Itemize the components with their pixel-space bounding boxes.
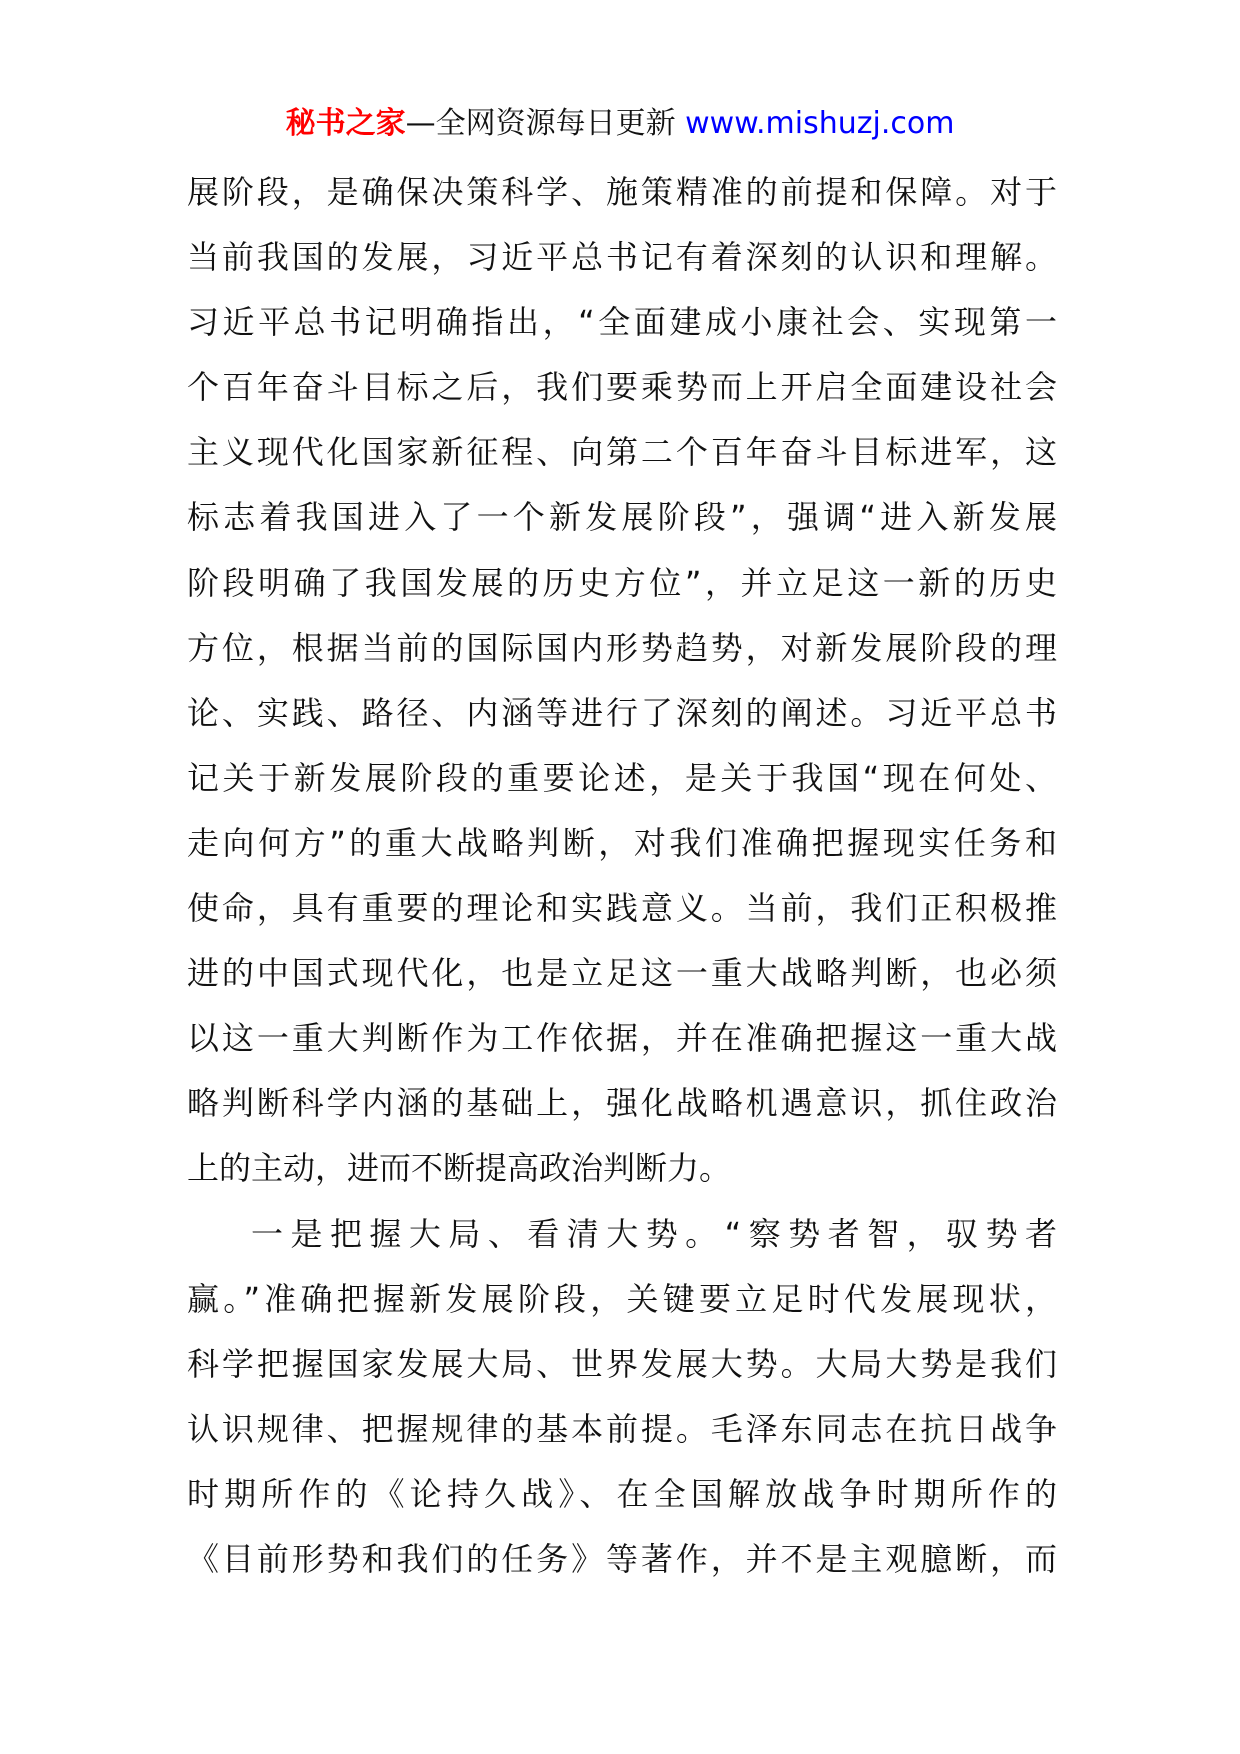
text-line: 当前我国的发展，习近平总书记有着深刻的认识和理解。 — [187, 238, 1057, 277]
text-line: 使命，具有重要的理论和实践意义。当前，我们正积极推 — [187, 889, 1057, 928]
text-line: 以这一重大判断作为工作依据，并在准确把握这一重大战 — [187, 1019, 1057, 1058]
text-line: 科学把握国家发展大局、世界发展大势。大局大势是我们 — [187, 1344, 1057, 1383]
text-line: 认识规律、把握规律的基本前提。毛泽东同志在抗日战争 — [187, 1409, 1057, 1448]
text-line: 论、实践、路径、内涵等进行了深刻的阐述。习近平总书 — [187, 693, 1057, 732]
text-line: 展阶段，是确保决策科学、施策精准的前提和保障。对于 — [187, 173, 1057, 211]
text-line: 《目前形势和我们的任务》等著作，并不是主观臆断，而 — [187, 1539, 1057, 1578]
text-line: 上的主动，进而不断提高政治判断力。 — [187, 1149, 732, 1188]
paragraph — [187, 160, 1057, 1202]
text-line: 赢。”准确把握新发展阶段，关键要立足时代发展现状， — [187, 1279, 1057, 1318]
text-line: 记关于新发展阶段的重要论述，是关于我国“现在何处、 — [187, 758, 1057, 797]
text-line: 习近平总书记明确指出，“全面建成小康社会、实现第一 — [187, 303, 1057, 342]
text-line: 走向何方”的重大战略判断，对我们准确把握现实任务和 — [187, 823, 1057, 862]
text-line: 方位，根据当前的国际国内形势趋势，对新发展阶段的理 — [187, 628, 1057, 667]
text-line: 阶段明确了我国发展的历史方位”，并立足这一新的历史 — [187, 563, 1057, 602]
text-line: 一是把握大局、看清大势。“察势者智，驭势者 — [251, 1214, 1057, 1253]
paragraph — [187, 1202, 1057, 1593]
site-url-link[interactable]: www.mishuzj.com — [685, 106, 955, 141]
text-line: 标志着我国进入了一个新发展阶段”，强调“进入新发展 — [187, 498, 1057, 537]
site-header — [0, 100, 1240, 148]
text-line: 进的中国式现代化，也是立足这一重大战略判断，也必须 — [187, 954, 1057, 993]
site-tagline: —全网资源每日更新 — [405, 106, 676, 141]
text-line: 个百年奋斗目标之后，我们要乘势而上开启全面建设社会 — [187, 368, 1057, 407]
text-line: 略判断科学内涵的基础上，强化战略机遇意识，抓住政治 — [187, 1084, 1057, 1123]
site-brand: 秘书之家 — [285, 106, 406, 141]
text-line: 主义现代化国家新征程、向第二个百年奋斗目标进军，这 — [187, 433, 1057, 472]
text-line: 时期所作的《论持久战》、在全国解放战争时期所作的 — [187, 1474, 1057, 1513]
document-body — [187, 160, 1057, 1592]
